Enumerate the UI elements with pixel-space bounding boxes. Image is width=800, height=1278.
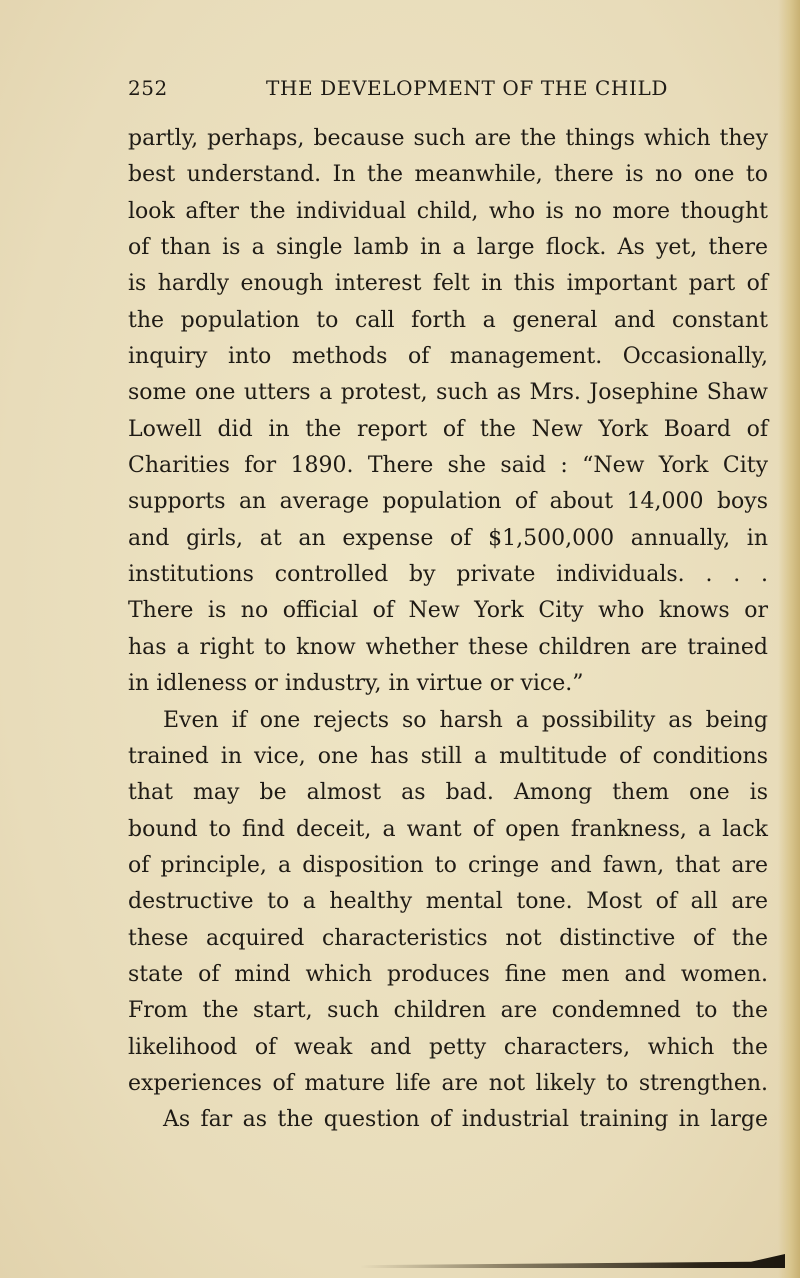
text-line: trained in vice, one has still a multitude of conditions xyxy=(128,743,768,769)
text-line: of than is a single lamb in a large flock. As yet, there xyxy=(128,235,768,261)
text-line: likelihood of weak and petty characters, which the xyxy=(128,1034,768,1060)
text-line: There is no official of New York City who knows or xyxy=(128,598,768,624)
page-number: 252 xyxy=(128,76,168,100)
text-line: has a right to know whether these children are trained xyxy=(128,634,768,660)
text-line: best understand. In the meanwhile, there is no one to xyxy=(128,162,768,188)
text-line: state of mind which produces fine men and women. xyxy=(128,961,768,987)
page-header xyxy=(128,76,768,110)
text-line: From the start, such children are condemned to the xyxy=(128,998,768,1024)
text-line: these acquired characteristics not distinctive of the xyxy=(128,925,768,951)
text-line: is hardly enough interest felt in this important part of xyxy=(128,271,768,297)
body-text xyxy=(128,121,768,1139)
text-line: look after the individual child, who is no more thought xyxy=(128,198,768,224)
text-line: institutions controlled by private individuals. . . . xyxy=(128,562,768,588)
running-title: THE DEVELOPMENT OF THE CHILD xyxy=(266,76,668,100)
text-line: that may be almost as bad. Among them one is xyxy=(128,780,768,806)
text-line: experiences of mature life are not likely to strengthen. xyxy=(128,1070,768,1096)
text-line: of principle, a disposition to cringe and fawn, that are xyxy=(128,852,768,878)
text-line: partly, perhaps, because such are the things which they xyxy=(128,126,768,151)
scan-edge-mark xyxy=(360,1254,785,1268)
text-line: Charities for 1890. There she said : “New York City xyxy=(128,453,768,479)
text-line: the population to call forth a general and constant xyxy=(128,307,768,333)
text-line: in idleness or industry, in virtue or vice.” xyxy=(128,671,584,697)
text-line: and girls, at an expense of $1,500,000 annually, in xyxy=(128,525,768,551)
text-line: bound to find deceit, a want of open frankness, a lack xyxy=(128,816,768,842)
paragraph-start-line: Even if one rejects so harsh a possibility as being xyxy=(163,707,768,733)
text-line: some one utters a protest, such as Mrs. Josephine Shaw xyxy=(128,380,768,406)
text-line: destructive to a healthy mental tone. Most of all are xyxy=(128,889,768,915)
text-line: supports an average population of about 14,000 boys xyxy=(128,489,768,515)
text-line: inquiry into methods of management. Occasionally, xyxy=(128,344,768,370)
paragraph-start-line: As far as the question of industrial training in large xyxy=(163,1107,768,1133)
text-line: Lowell did in the report of the New York Board of xyxy=(128,416,768,442)
page-edge-shadow xyxy=(778,0,800,1278)
